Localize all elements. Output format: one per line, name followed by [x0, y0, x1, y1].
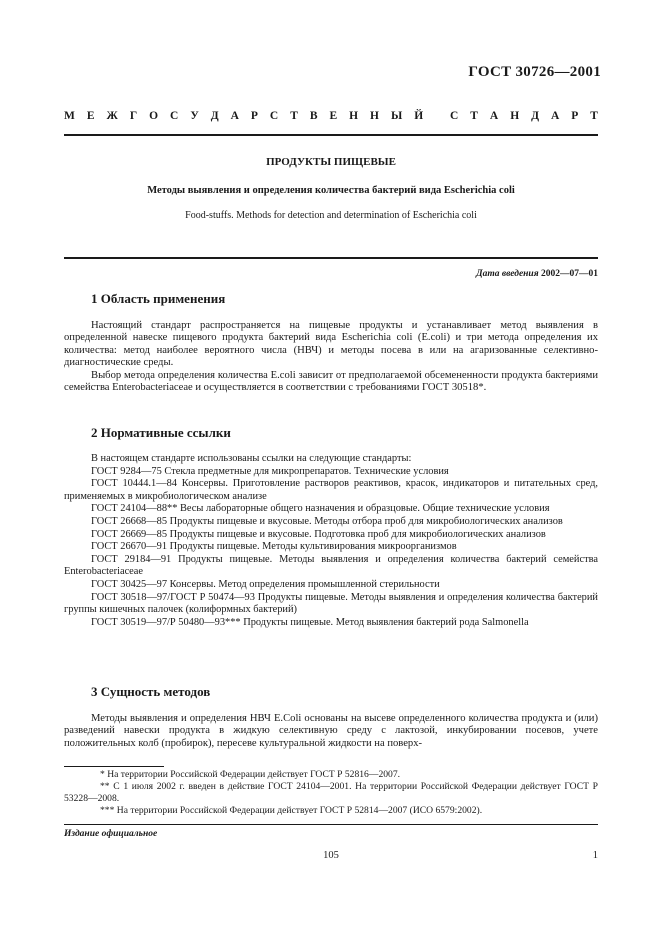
banner-letter: Ы — [390, 110, 403, 122]
banner-letter: О — [149, 110, 159, 122]
title-rule — [64, 257, 598, 259]
reference-item: ГОСТ 10444.1—84 Консервы. Приготовление растворов реактивов, красок, индикаторов и питательных сред, применяемых в микробиологическом анализе — [64, 478, 598, 502]
banner-letter: Е — [86, 110, 95, 122]
reference-item: ГОСТ 30519—97/Р 50480—93*** Продукты пищевые. Метод выявления бактерий рода Salmonella — [91, 616, 529, 628]
banner-letter: А — [551, 110, 560, 122]
banner-letter: Н — [370, 110, 379, 122]
english-title: Food-stuffs. Methods for detection and determination of Escherichia coli — [185, 210, 477, 221]
folio-number: 1 — [592, 850, 598, 861]
banner-letter — [435, 110, 438, 122]
top-rule — [64, 134, 598, 136]
banner-letter: Т — [590, 110, 598, 122]
banner-letter: Н — [349, 110, 359, 122]
banner-letter: Т — [470, 110, 478, 122]
edition-label: Издание официальное — [64, 829, 158, 839]
section-3-heading: 3 Сущность методов — [91, 684, 211, 699]
reference-item: ГОСТ 26669—85 Продукты пищевые и вкусовые. Подготовка проб для микробиологических анализов — [91, 528, 546, 540]
reference-item: ГОСТ 30518—97/ГОСТ Р 50474—93 Продукты пищевые. Методы выявления и определения количества бактерий группы кишечных палочек (колиформных бактерий) — [64, 591, 598, 616]
reference-item: ГОСТ 9284—75 Стекла предметные для микропрепаратов. Технические условия — [91, 465, 449, 477]
footnote: *** На территории Российской Федерации действует ГОСТ Р 52814—2007 (ИСО 6579:2002). — [100, 805, 483, 816]
banner-letter: Н — [510, 110, 520, 122]
footer-rule — [64, 824, 598, 825]
banner-letter: Й — [414, 110, 424, 122]
section-2-heading: 2 Нормативные ссылки — [91, 425, 231, 440]
footnote: * На территории Российской Федерации действует ГОСТ Р 52816—2007. — [100, 769, 401, 780]
section-1-paragraph: Выбор метода определения количества E.coli зависит от предполагаемой обсемененности продукта бактериями семейства Enterobacteriaceae и осуществляется в соответствии с требованиями ГОСТ 30518*. — [64, 369, 598, 394]
banner-letter: У — [190, 110, 199, 122]
reference-item: ГОСТ 29184—91 Продукты пищевые. Методы выявления и определения количества бактерий семейства Enterobacteriaceae — [64, 553, 598, 578]
intro-date — [476, 269, 598, 279]
standard-number: ГОСТ 30726—2001 — [468, 64, 601, 80]
reference-item: В настоящем стандарте использованы ссылки на следующие стандарты: — [91, 453, 412, 464]
banner-letter: Т — [290, 110, 298, 122]
section-3-paragraph: Методы выявления и определения НВЧ E.Coli основаны на высеве определенного количества продукта и (или) разведений навески продукта в жидкую селективную среду с лактозой, инкубировании посевов, учете положительных колб (пробирок), пересеве культуральной жидкости на поверх- — [64, 713, 598, 749]
banner-letter: Г — [129, 110, 138, 122]
intro-date-value: 2002—07—01 — [541, 269, 598, 279]
banner-letter: Д — [210, 110, 219, 122]
section-1-heading: 1 Область применения — [91, 291, 226, 306]
banner-letter: М — [64, 110, 75, 122]
banner-letter: А — [230, 110, 239, 122]
banner-letter: А — [489, 110, 499, 122]
banner-letter: С — [269, 110, 279, 122]
section-1-body — [64, 320, 598, 394]
interstate-standard-banner — [64, 110, 598, 122]
reference-item: ГОСТ 26668—85 Продукты пищевые и вкусовые. Методы отбора проб для микробиологических анализов — [91, 515, 563, 527]
banner-letter: Е — [329, 110, 338, 122]
section-1-paragraph: Настоящий стандарт распространяется на пищевые продукты и устанавливает метод выявления в определенной навеске пищевого продукта бактерий вида Escherichia coli (E.coli) и три метода определения их количества: метод наиболее вероятного числа (НВЧ) и методы посева в или на агаризованные селективно-диагностические среды. — [64, 320, 598, 369]
footnote: ** С 1 июля 2002 г. введен в действие ГОСТ 24104—2001. На территории Российской Федерации действует ГОСТ Р 53228—2008. — [64, 781, 598, 804]
page-number: 105 — [323, 850, 339, 861]
footnote-rule — [64, 766, 164, 767]
banner-letter: С — [449, 110, 459, 122]
banner-letter: Р — [571, 110, 579, 122]
banner-letter: Р — [250, 110, 258, 122]
document-title: ПРОДУКТЫ ПИЩЕВЫЕ — [266, 156, 396, 168]
banner-letter: В — [309, 110, 318, 122]
footnotes — [64, 769, 598, 817]
banner-letter: С — [170, 110, 179, 122]
intro-date-label: Дата введения — [476, 269, 539, 279]
banner-letter: Д — [531, 110, 540, 122]
banner-letter: Ж — [106, 110, 118, 122]
reference-item: ГОСТ 26670—91 Продукты пищевые. Методы культивирования микроорганизмов — [91, 541, 457, 553]
section-3-body — [64, 713, 598, 750]
reference-item: ГОСТ 24104—88** Весы лабораторные общего назначения и образцовые. Общие технические условия — [91, 503, 550, 515]
section-2-references — [64, 453, 598, 629]
reference-item: ГОСТ 30425—97 Консервы. Метод определения промышленной стерильности — [91, 578, 440, 590]
document-subtitle: Методы выявления и определения количества бактерий вида Escherichia coli — [147, 185, 515, 196]
